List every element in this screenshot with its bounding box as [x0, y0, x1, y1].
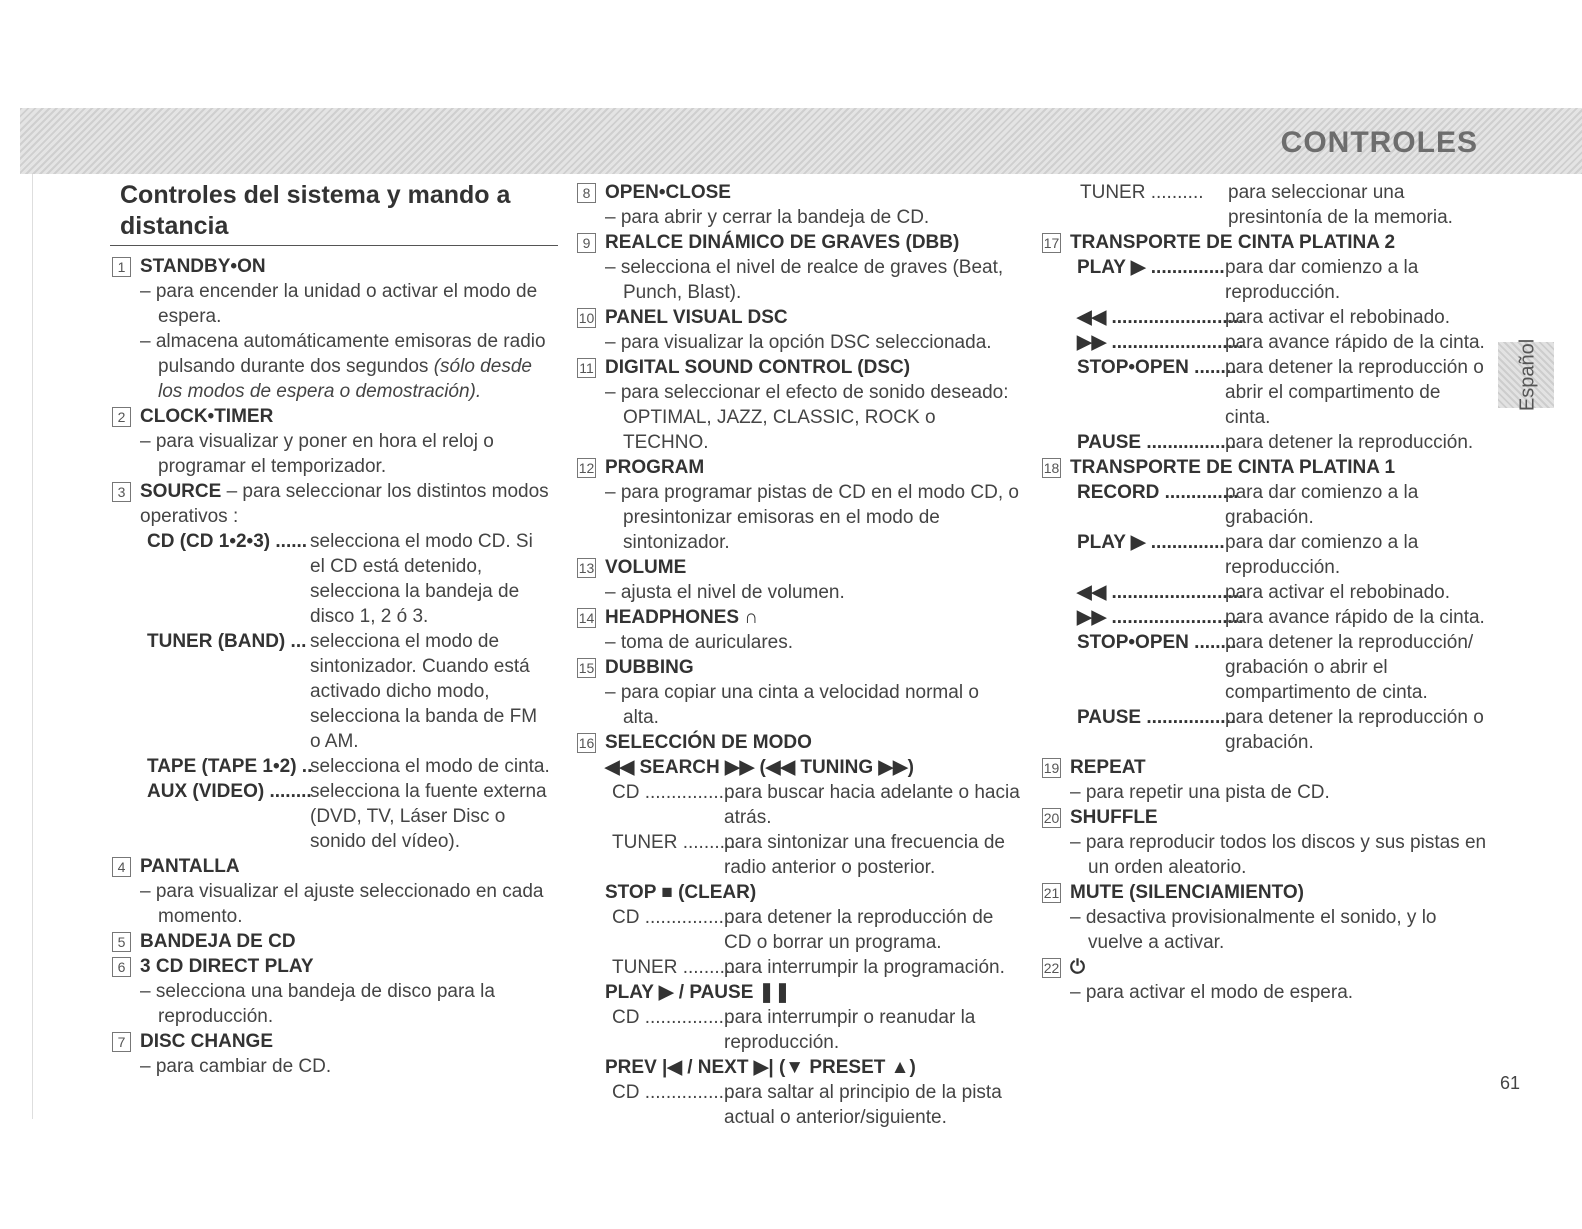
- deck-row: [1070, 330, 1490, 355]
- item-title: HEADPHONES ∩: [605, 607, 759, 628]
- item-title: OPEN•CLOSE: [605, 182, 731, 203]
- mode-row: [1040, 180, 1490, 230]
- deck-label: PAUSE .................: [1077, 707, 1237, 728]
- mode-label: CD .................: [612, 782, 735, 803]
- deck-row: [1070, 430, 1490, 455]
- item-title: BANDEJA DE CD: [140, 931, 296, 952]
- mode-desc: para seleccionar una presintonía de la memoria.: [1228, 182, 1453, 228]
- item-panel-dsc: [575, 305, 1020, 355]
- search-subtitle: ◀◀ SEARCH ▶▶ (◀◀ TUNING ▶▶): [605, 757, 915, 778]
- item-desc: – para visualizar la opción DSC seleccionada.: [605, 332, 992, 353]
- item-seleccion-modo: [575, 730, 1020, 1130]
- item-volume: [575, 555, 1020, 605]
- deck-row: [1070, 480, 1490, 530]
- item-number: 11: [577, 358, 596, 378]
- item-source: [110, 479, 550, 854]
- item-number: 7: [112, 1032, 131, 1052]
- mode-row: [605, 905, 1020, 955]
- item-shuffle: [1040, 805, 1490, 880]
- item-number: 1: [112, 257, 131, 277]
- source-label: TAPE (TAPE 1•2) ..: [147, 756, 313, 777]
- section-heading: Controles del sistema y mando a distancia: [110, 180, 558, 246]
- mode-desc: para detener la reproducción de CD o borrar un programa.: [724, 907, 994, 953]
- item-power: [1040, 955, 1490, 1005]
- header-banner: [20, 108, 1582, 174]
- item-title: STANDBY•ON: [140, 256, 266, 277]
- source-desc: selecciona el modo de cinta.: [310, 756, 550, 777]
- item-number: 21: [1043, 885, 1060, 901]
- language-tab: [1498, 338, 1554, 412]
- item-desc: – para programar pistas de CD en el modo CD, o presintonizar emisoras en el modo de sintonizador.: [605, 482, 1019, 553]
- item-desc: – para activar el modo de espera.: [1070, 982, 1354, 1003]
- source-label: TUNER (BAND) ...: [147, 631, 307, 652]
- deck-desc: para dar comienzo a la grabación.: [1225, 482, 1419, 528]
- item-desc: – ajusta el nivel de volumen.: [605, 582, 845, 603]
- item-number: 18: [1043, 460, 1060, 476]
- item-dbb: [575, 230, 1020, 305]
- deck-desc: para detener la reproducción o abrir el compartimento de cinta.: [1225, 357, 1484, 428]
- item-title: SELECCIÓN DE MODO: [605, 732, 812, 753]
- item-number: 3: [112, 482, 131, 502]
- language-tab-label: Español: [1516, 338, 1539, 412]
- item-open-close: [575, 180, 1020, 230]
- deck-desc: para avance rápido de la cinta.: [1225, 607, 1485, 628]
- mode-row: [605, 830, 1020, 880]
- mode-row: [605, 1080, 1020, 1130]
- item-pantalla: [110, 854, 550, 929]
- item-desc: – para seleccionar el efecto de sonido deseado: OPTIMAL, JAZZ, CLASSIC, ROCK o TECHNO.: [605, 382, 1009, 453]
- mode-row: [605, 1005, 1020, 1055]
- mode-label: TUNER ..........: [612, 832, 736, 853]
- item-title: SHUFFLE: [1070, 807, 1158, 828]
- item-standby-on: [110, 254, 550, 404]
- item-number: 6: [112, 957, 131, 977]
- deck-row: [1070, 530, 1490, 580]
- item-number: 17: [1043, 235, 1060, 251]
- item-title: DIGITAL SOUND CONTROL (DSC): [605, 357, 911, 378]
- deck-label: STOP•OPEN ........: [1077, 632, 1237, 653]
- mode-desc: para saltar al principio de la pista actual o anterior/siguiente.: [724, 1082, 1002, 1128]
- deck-label: ▶▶ .........................: [1077, 332, 1244, 353]
- item-desc: – toma de auriculares.: [605, 632, 793, 653]
- mode-desc: para buscar hacia adelante o hacia atrás.: [724, 782, 1020, 828]
- item-number: 15: [578, 660, 595, 676]
- source-row: [140, 754, 550, 779]
- mode-label: CD .................: [612, 907, 735, 928]
- column-2: [575, 180, 1020, 1130]
- mode-desc: para interrumpir o reanudar la reproducción.: [724, 1007, 976, 1053]
- item-dubbing: [575, 655, 1020, 730]
- mode-row: [605, 780, 1020, 830]
- item-desc: – para visualizar y poner en hora el reloj o programar el temporizador.: [140, 431, 494, 477]
- deck-row: [1070, 605, 1490, 630]
- item-desc: – para copiar una cinta a velocidad normal o alta.: [605, 682, 979, 728]
- item-desc: – selecciona el nivel de realce de graves (Beat, Punch, Blast).: [605, 257, 1004, 303]
- item-desc: – para abrir y cerrar la bandeja de CD.: [605, 207, 930, 228]
- deck-desc: para detener la reproducción o grabación.: [1225, 707, 1484, 753]
- play-pause-subtitle: PLAY ▶ / PAUSE ❚❚: [605, 982, 791, 1003]
- source-row: [140, 529, 550, 629]
- page-edge-line: [32, 174, 33, 1119]
- item-desc: – para cambiar de CD.: [140, 1056, 332, 1077]
- item-number: 12: [578, 460, 595, 476]
- deck-row: [1070, 355, 1490, 430]
- item-deck-1: [1040, 455, 1490, 755]
- mode-desc: para sintonizar una frecuencia de radio anterior o posterior.: [724, 832, 1005, 878]
- deck-desc: para activar el rebobinado.: [1225, 582, 1450, 603]
- item-title: TRANSPORTE DE CINTA PLATINA 1: [1070, 457, 1396, 478]
- item-deck-2: [1040, 230, 1490, 455]
- item-cd-direct-play: [110, 954, 550, 1029]
- item-title: REPEAT: [1070, 757, 1146, 778]
- deck-label: PAUSE .................: [1077, 432, 1237, 453]
- item-number: 13: [578, 560, 595, 576]
- item-title-rest: – para seleccionar los distintos modos operativos :: [140, 481, 549, 527]
- item-title: PANEL VISUAL DSC: [605, 307, 788, 328]
- deck-desc: para dar comienzo a la reproducción.: [1225, 257, 1419, 303]
- item-title: REALCE DINÁMICO DE GRAVES (DBB): [605, 232, 960, 253]
- item-number: 10: [578, 310, 595, 326]
- item-bandeja: [110, 929, 550, 954]
- item-number: 19: [1043, 760, 1060, 776]
- item-desc: – para repetir una pista de CD.: [1070, 782, 1330, 803]
- item-desc-italic: (sólo desde los modos de espera o demostración).: [158, 356, 532, 402]
- item-number: 14: [578, 610, 595, 626]
- deck-label: ◀◀ .........................: [1077, 307, 1244, 328]
- mode-label: TUNER ..........: [1080, 182, 1204, 203]
- page-title: CONTROLES: [1280, 126, 1478, 159]
- item-title: SOURCE: [140, 481, 222, 502]
- item-dsc: [575, 355, 1020, 455]
- deck-label: PLAY ▶ ..............: [1077, 532, 1225, 553]
- deck-desc: para dar comienzo a la reproducción.: [1225, 532, 1419, 578]
- source-desc: selecciona la fuente externa (DVD, TV, Láser Disc o sonido del vídeo).: [310, 781, 547, 852]
- source-desc: selecciona el modo de sintonizador. Cuando está activado dicho modo, selecciona la banda de FM o AM.: [310, 631, 538, 752]
- mode-label: CD .................: [612, 1082, 735, 1103]
- item-number: 16: [578, 735, 595, 751]
- source-label: CD (CD 1•2•3) ......: [147, 531, 308, 552]
- deck-label: RECORD ..............: [1077, 482, 1239, 503]
- page-number: 61: [1500, 1073, 1521, 1093]
- item-title: TRANSPORTE DE CINTA PLATINA 2: [1070, 232, 1396, 253]
- item-headphones: [575, 605, 1020, 655]
- deck-desc: para detener la reproducción/ grabación o abrir el compartimento de cinta.: [1225, 632, 1474, 703]
- item-number: 22: [1043, 960, 1060, 976]
- mode-desc: para interrumpir la programación.: [724, 957, 1005, 978]
- item-title: DISC CHANGE: [140, 1031, 274, 1052]
- source-row: [140, 629, 550, 754]
- column-1: [110, 180, 550, 1079]
- item-title: 3 CD DIRECT PLAY: [140, 956, 314, 977]
- item-clock-timer: [110, 404, 550, 479]
- deck-label: STOP•OPEN ........: [1077, 357, 1237, 378]
- prev-next-subtitle: PREV |◀ / NEXT ▶| (▼ PRESET ▲): [605, 1057, 916, 1078]
- deck-row: [1070, 305, 1490, 330]
- deck-row: [1070, 705, 1490, 755]
- deck-row: [1070, 630, 1490, 705]
- item-number: 4: [112, 857, 131, 877]
- item-number: 20: [1043, 810, 1060, 826]
- item-title: PROGRAM: [605, 457, 705, 478]
- deck-label: ◀◀ .........................: [1077, 582, 1244, 603]
- item-number: 2: [112, 407, 131, 427]
- deck-label: ▶▶ .........................: [1077, 607, 1244, 628]
- item-title: PANTALLA: [140, 856, 240, 877]
- mode-label: CD .................: [612, 1007, 735, 1028]
- item-disc-change: [110, 1029, 550, 1079]
- power-icon: ⏻: [1070, 957, 1086, 978]
- item-desc-text: – almacena automáticamente emisoras de radio pulsando durante dos segundos: [140, 331, 546, 377]
- deck-label: PLAY ▶ ..............: [1077, 257, 1225, 278]
- source-row: [140, 779, 550, 854]
- item-title: CLOCK•TIMER: [140, 406, 274, 427]
- item-title: MUTE (SILENCIAMIENTO): [1070, 882, 1304, 903]
- item-number: 5: [112, 932, 131, 952]
- source-desc: selecciona el modo CD. Si el CD está detenido, selecciona la bandeja de disco 1, 2 ó 3.: [310, 531, 533, 627]
- deck-desc: para detener la reproducción.: [1225, 432, 1474, 453]
- deck-row: [1070, 255, 1490, 305]
- item-number: 9: [577, 233, 596, 253]
- item-desc: – para reproducir todos los discos y sus pistas en un orden aleatorio.: [1070, 832, 1487, 878]
- column-3: [1040, 180, 1490, 1005]
- item-desc: – desactiva provisionalmente el sonido, y lo vuelve a activar.: [1070, 907, 1437, 953]
- deck-row: [1070, 580, 1490, 605]
- deck-desc: para avance rápido de la cinta.: [1225, 332, 1485, 353]
- item-desc: – selecciona una bandeja de disco para la reproducción.: [140, 981, 495, 1027]
- item-program: [575, 455, 1020, 555]
- item-number: 8: [577, 183, 596, 203]
- item-title: DUBBING: [605, 657, 694, 678]
- deck-desc: para activar el rebobinado.: [1225, 307, 1450, 328]
- mode-label: TUNER ..........: [612, 957, 736, 978]
- item-mute: [1040, 880, 1490, 955]
- item-desc: [140, 329, 550, 404]
- stop-subtitle: STOP ■ (CLEAR): [605, 882, 757, 903]
- item-desc: – para encender la unidad o activar el modo de espera.: [140, 281, 538, 327]
- item-title: VOLUME: [605, 557, 687, 578]
- source-label: AUX (VIDEO) ........: [147, 781, 312, 802]
- item-repeat: [1040, 755, 1490, 805]
- mode-row: [605, 955, 1020, 980]
- item-desc: – para visualizar el ajuste seleccionado en cada momento.: [140, 881, 544, 927]
